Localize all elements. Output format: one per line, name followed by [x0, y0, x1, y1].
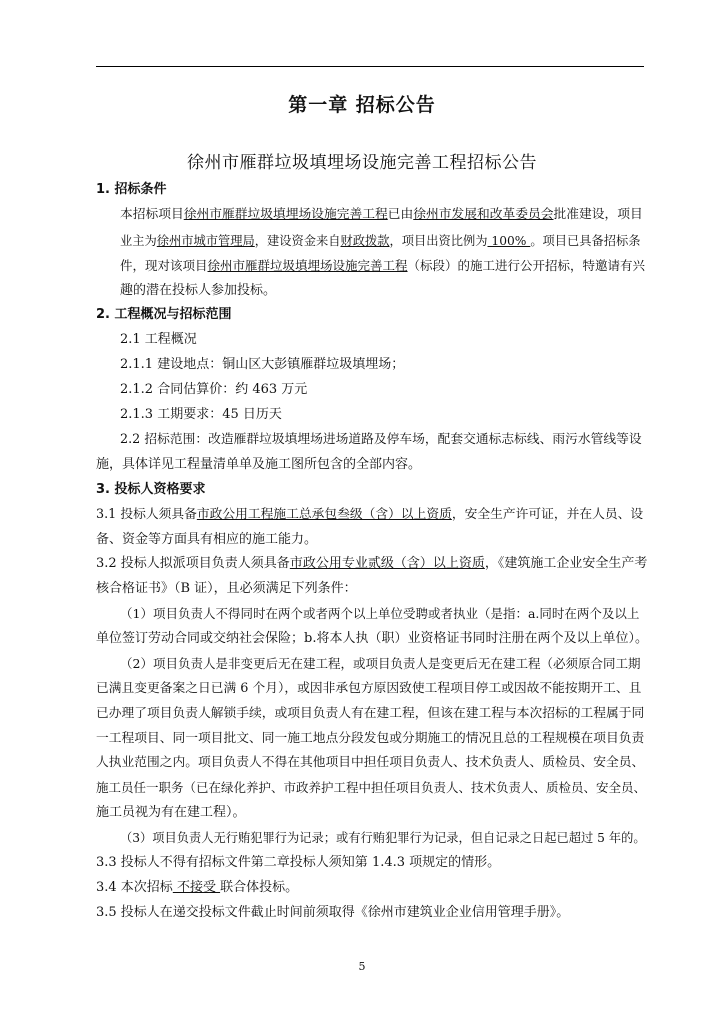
section-3-line: 3.2 投标人拟派项目负责人须具备市政公用专业贰级（含）以上资质，《建筑施工企业安全生产考 [96, 556, 648, 571]
section-2-heading: 2. 工程概况与招标范围 [96, 307, 232, 322]
section-3-line: 单位签订劳动合同或交纳社会保险；b.将本人执（职）业资格证书同时注册在两个及以上单位）。 [96, 631, 648, 646]
section-2-item: 2.1.3 工期要求：45 日历天 [120, 407, 282, 422]
section-3-line: 3.1 投标人须具备市政公用工程施工总承包叁级（含）以上资质，安全生产许可证，并在人员、设 [96, 507, 644, 522]
section-1-heading: 1. 招标条件 [96, 182, 167, 197]
section-3-line: （1）项目负责人不得同时在两个或者两个以上单位受聘或者执业（是指：a.同时在两个及以上 [120, 606, 640, 621]
section-3-line: （3）项目负责人无行贿犯罪行为记录；或有行贿犯罪行为记录，但自记录之日起已超过 5 年的。 [120, 831, 646, 845]
page-number: 5 [358, 960, 366, 973]
section-3-line: 3.5 投标人在递交投标文件截止时间前须取得《徐州市建筑业企业信用管理手册》。 [96, 905, 570, 920]
section-3-line: 人执业范围之内。项目负责人不得在其他项目中担任项目负责人、技术负责人、质检员、安全员、 [96, 755, 645, 770]
notice-subtitle: 徐州市雁群垃圾填埋场设施完善工程招标公告 [187, 153, 537, 173]
section-1-line-4: 趣的潜在投标人参加投标。 [120, 283, 277, 298]
section-1-line-1: 本招标项目徐州市雁群垃圾填埋场设施完善工程已由徐州市发展和改革委员会批准建设，项目 [120, 207, 643, 222]
section-3-line: 核合格证书》（B 证），且必须满足下列条件： [96, 581, 357, 596]
section-2-item: 2.1.2 合同估算价：约 463 万元 [120, 382, 308, 397]
section-3-line: 备、资金等方面具有相应的施工能力。 [96, 532, 318, 547]
section-1-line-3: 件，现对该项目徐州市雁群垃圾填埋场设施完善工程（标段）的施工进行公开招标，特邀请有兴 [120, 258, 646, 273]
section-2-item: 2.1.1 建设地点：铜山区大彭镇雁群垃圾填埋场； [120, 357, 405, 372]
section-2-item: 施，具体详见工程量清单单及施工图所包含的全部内容。 [96, 457, 422, 472]
section-3-line: 一工程项目、同一项目批文、同一施工地点分段发包或分期施工的情况且总的工程规模在项目负责 [96, 731, 645, 746]
section-3-line: 施工员任一职务（已在绿化养护、市政养护工程中担任项目负责人、技术负责人、质检员、安全员、 [96, 780, 647, 795]
section-2-item: 2.2 招标范围：改造雁群垃圾填埋场进场道路及停车场，配套交通标志标线、雨污水管线等设 [120, 432, 642, 447]
section-3-line: 已满且变更备案之日已满 6 个月），或因非承包方原因致使工程项目停工或因故不能按期开工、且 [96, 681, 642, 696]
section-1-line-2: 业主为徐州市城市管理局，建设资金来自财政拨款，项目出资比例为 100% 。项目已具备招标条 [120, 234, 641, 248]
section-3-line: 3.4 本次招标 不接受 联合体投标。 [96, 880, 299, 895]
section-3-line: 3.3 投标人不得有招标文件第二章投标人须知第 1.4.3 项规定的情形。 [96, 855, 501, 870]
section-2-item: 2.1 工程概况 [120, 332, 197, 347]
section-3-heading: 3. 投标人资格要求 [96, 482, 206, 497]
header-rule [96, 66, 644, 67]
section-3-line: （2）项目负责人是非变更后无在建工程，或项目负责人是变更后无在建工程（必须原合同工期 [120, 656, 641, 671]
section-3-line: 已办理了项目负责人解锁手续，或项目负责人有在建工程，但该在建工程与本次招标的工程属于同 [96, 706, 645, 721]
section-3-line: 施工员视为有在建工程）。 [96, 805, 246, 820]
chapter-title: 第一章 招标公告 [288, 94, 436, 116]
